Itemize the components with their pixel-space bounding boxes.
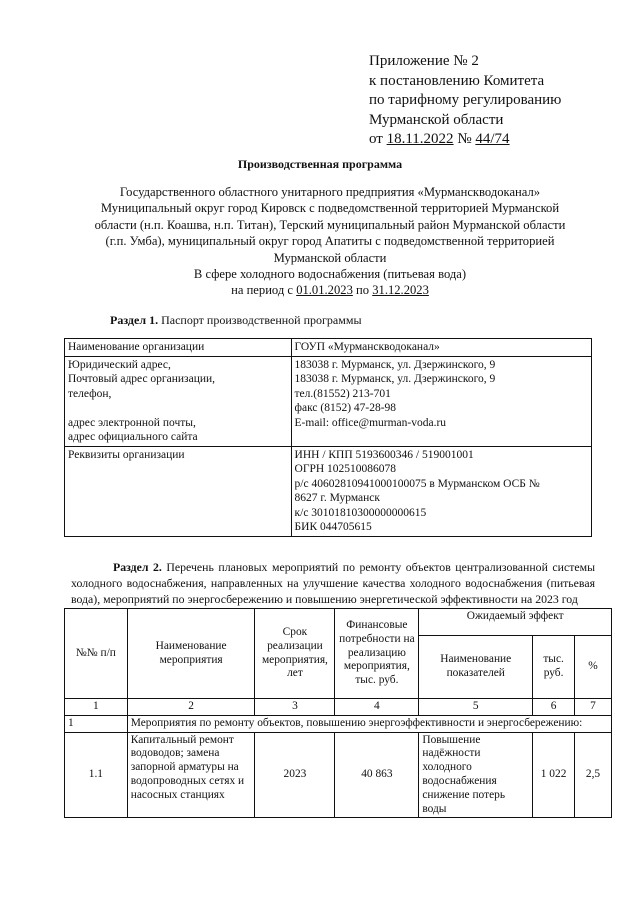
group-row (65, 715, 612, 732)
cell-line: адрес официального сайта (68, 431, 198, 443)
period-to: 31.12.2023 (372, 283, 429, 298)
header-num: №№ п/п (65, 609, 128, 699)
header-term: Срок реализации мероприятия, лет (255, 609, 335, 699)
cell-line: р/с 40602810941000100075 в Мурманском ОСБ № (294, 477, 540, 490)
header-indicator: Наименование показателей (419, 636, 533, 699)
table-cell (65, 356, 292, 446)
period-from: 01.01.2023 (296, 283, 353, 298)
cell-line: E-mail: office@murman-voda.ru (294, 416, 447, 429)
intro-line-3: области (н.п. Коашва, н.п. Титан), Терский муниципальный район Мурманской области (94, 217, 566, 232)
table-row (65, 356, 592, 446)
cell-line: 183038 г. Мурманск, ул. Дзержинского, 9 (294, 373, 496, 385)
date-prefix: от (369, 131, 383, 147)
cell-line: 8627 г. Мурманск (294, 492, 380, 504)
header-row (65, 609, 612, 636)
appendix-line-3: по тарифному регулированию (369, 92, 562, 108)
passport-table (64, 338, 592, 537)
col-number: 2 (127, 699, 255, 716)
section1-heading (110, 313, 362, 328)
intro-paragraph (60, 184, 600, 299)
row-term: 2023 (255, 732, 335, 818)
intro-line-5: Мурманской области (273, 250, 387, 265)
table-row (65, 446, 592, 536)
table-cell (291, 356, 591, 446)
appendix-line-1: Приложение № 2 (369, 53, 479, 69)
section2-heading (71, 559, 595, 608)
cell-line: БИК 044705615 (294, 521, 372, 533)
cell-line: 183038 г. Мурманск, ул. Дзержинского, 9 (294, 358, 496, 371)
resolution-date: 18.11.2022 (386, 131, 454, 147)
header-finance: Финансовые потребности на реализацию мероприятия, тыс. руб. (335, 609, 419, 699)
table-cell: ГОУП «Мурманскводоканал» (291, 339, 591, 357)
col-number: 1 (65, 699, 128, 716)
cell-line: адрес электронной почты, (68, 416, 196, 429)
row-percent: 2,5 (575, 732, 612, 818)
cell-line: тел.(81552) 213-701 (294, 387, 391, 400)
intro-line-4: (г.п. Умба), муниципальный округ город Апатиты с подведомственной территорией (105, 234, 555, 249)
cell-line: факс (8152) 47-28-98 (294, 402, 397, 414)
intro-line-1: Государственного областного унитарного предприятия «Мурманскводоканал» (119, 185, 541, 199)
section2-text: Перечень плановых мероприятий по ремонту объектов централизованной системы холодного водоснабжения, направленных на улучшение качества холодного водоснабжения (питьевая вода), мероприятий по энергосбережению и повышению энергетической эффективности на 2023 год (71, 560, 595, 607)
column-number-row (65, 699, 612, 716)
period-mid: по (356, 283, 370, 298)
col-number: 5 (419, 699, 533, 716)
cell-line: к/с 30101810300000000615 (294, 506, 427, 519)
intro-line-2: Муниципальный округ город Кировск с подведомственной территорией Мурманской (100, 201, 560, 216)
period-line (60, 282, 600, 298)
table-cell (291, 446, 591, 536)
col-number: 4 (335, 699, 419, 716)
appendix-line-2: к постановлению Комитета (369, 72, 545, 89)
row-indicator: Повышение надёжности холодного водоснабжения снижение потерь воды (419, 732, 533, 818)
group-text: Мероприятия по ремонту объектов, повышению энергоэффективности и энергосбережению: (127, 715, 611, 732)
header-effect: Ожидаемый эффект (419, 609, 612, 636)
table-row (65, 339, 592, 357)
table-cell: Реквизиты организации (65, 446, 292, 536)
section1-label: Раздел 1. (110, 313, 159, 327)
cell-line (68, 401, 288, 416)
col-number: 3 (255, 699, 335, 716)
number-prefix: № (457, 131, 472, 147)
appendix-date-line (369, 130, 561, 150)
cell-line: ИНН / КПП 5193600346 / 519001001 (294, 448, 474, 461)
col-number: 7 (575, 699, 612, 716)
group-num: 1 (65, 715, 128, 732)
table-row (65, 732, 612, 818)
row-num: 1.1 (65, 732, 128, 818)
cell-line: Юридический адрес, (68, 358, 171, 371)
appendix-line-4: Мурманской области (369, 111, 504, 128)
appendix-block (369, 52, 561, 150)
resolution-number: 44/74 (475, 131, 510, 147)
section1-text: Паспорт производственной программы (161, 313, 362, 327)
col-number: 6 (533, 699, 575, 716)
period-prefix: на период с (231, 283, 294, 298)
table-cell: Наименование организации (65, 339, 292, 357)
cell-line: Почтовый адрес организации, (68, 373, 216, 385)
header-name: Наименование мероприятия (127, 609, 255, 699)
header-thousand: тыс. руб. (533, 636, 575, 699)
row-thousand: 1 022 (533, 732, 575, 818)
intro-line-6: В сфере холодного водоснабжения (питьевая вода) (193, 267, 467, 282)
cell-line: ОГРН 102510086078 (294, 463, 397, 475)
measures-table (64, 608, 612, 818)
row-finance: 40 863 (335, 732, 419, 818)
document-title: Производственная программа (237, 157, 403, 171)
section2-label: Раздел 2. (113, 560, 162, 574)
cell-line: телефон, (68, 387, 112, 400)
header-percent: % (575, 636, 612, 699)
row-name: Капитальный ремонт водоводов; замена запорной арматуры на водопроводных сетях и насосных станциях (127, 732, 255, 818)
